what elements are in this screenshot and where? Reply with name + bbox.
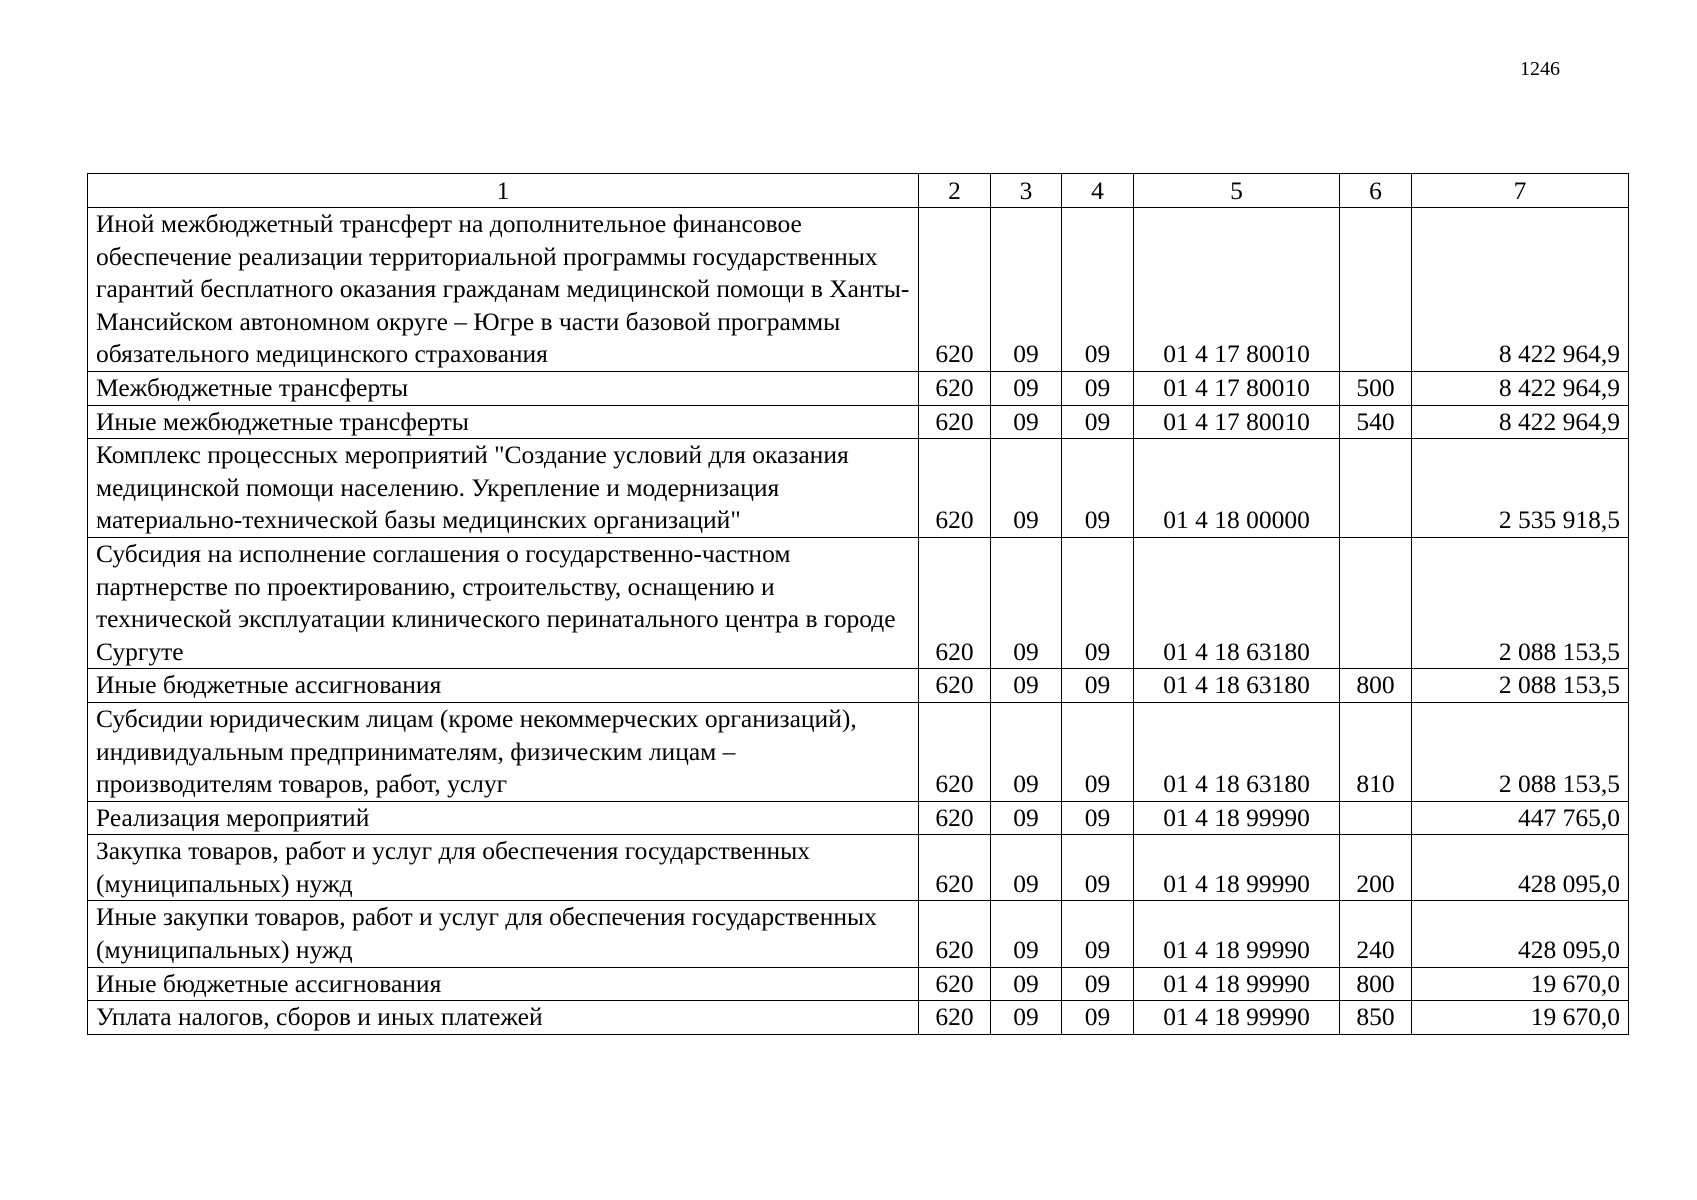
subsection-code-cell: 09 <box>1062 967 1134 1001</box>
expense-type-cell <box>1340 801 1412 835</box>
budget-table <box>87 173 1629 1035</box>
row-name-cell: Комплекс процессных мероприятий "Создание условий для оказания медицинской помощи населению. Укрепление и модернизация материально-технической базы медицинских организаций" <box>88 439 919 538</box>
row-name-cell: Иные межбюджетные трансферты <box>88 405 919 439</box>
target-article-cell: 01 4 17 80010 <box>1134 208 1340 372</box>
ministry-code-cell: 620 <box>919 405 991 439</box>
expense-type-cell: 800 <box>1340 967 1412 1001</box>
subsection-code-cell: 09 <box>1062 835 1134 901</box>
expense-type-cell <box>1340 537 1412 668</box>
column-header: 5 <box>1134 174 1340 208</box>
row-name-cell: Иной межбюджетный трансферт на дополнительное финансовое обеспечение реализации территориальной программы государственных гарантий бесплатного оказания гражданам медицинской помощи в Ханты-Мансийском автономном округе – Югре в части базовой программы обязательного медицинского страхования <box>88 208 919 372</box>
page-number: 1246 <box>1520 58 1560 80</box>
expense-type-cell: 200 <box>1340 835 1412 901</box>
amount-cell: 8 422 964,9 <box>1412 371 1629 405</box>
section-code-cell: 09 <box>991 967 1062 1001</box>
amount-cell: 2 088 153,5 <box>1412 669 1629 703</box>
row-name-cell: Иные бюджетные ассигнования <box>88 967 919 1001</box>
expense-type-cell: 810 <box>1340 702 1412 801</box>
row-name-cell: Реализация мероприятий <box>88 801 919 835</box>
amount-cell: 8 422 964,9 <box>1412 208 1629 372</box>
table-row <box>88 405 1629 439</box>
ministry-code-cell: 620 <box>919 702 991 801</box>
row-name-cell: Межбюджетные трансферты <box>88 371 919 405</box>
target-article-cell: 01 4 18 63180 <box>1134 537 1340 668</box>
ministry-code-cell: 620 <box>919 1001 991 1035</box>
column-header: 1 <box>88 174 919 208</box>
subsection-code-cell: 09 <box>1062 371 1134 405</box>
subsection-code-cell: 09 <box>1062 405 1134 439</box>
table-row <box>88 439 1629 538</box>
ministry-code-cell: 620 <box>919 537 991 668</box>
subsection-code-cell: 09 <box>1062 702 1134 801</box>
amount-cell: 2 088 153,5 <box>1412 702 1629 801</box>
expense-type-cell: 850 <box>1340 1001 1412 1035</box>
amount-cell: 8 422 964,9 <box>1412 405 1629 439</box>
row-name-cell: Субсидия на исполнение соглашения о государственно-частном партнерстве по проектированию, строительству, оснащению и технической эксплуатации клинического перинатального центра в городе Сургуте <box>88 537 919 668</box>
target-article-cell: 01 4 17 80010 <box>1134 405 1340 439</box>
subsection-code-cell: 09 <box>1062 901 1134 967</box>
table-header-row <box>88 174 1629 208</box>
subsection-code-cell: 09 <box>1062 439 1134 538</box>
row-name-cell: Субсидии юридическим лицам (кроме некоммерческих организаций), индивидуальным предпринимателям, физическим лицам – производителям товаров, работ, услуг <box>88 702 919 801</box>
ministry-code-cell: 620 <box>919 208 991 372</box>
subsection-code-cell: 09 <box>1062 669 1134 703</box>
amount-cell: 447 765,0 <box>1412 801 1629 835</box>
section-code-cell: 09 <box>991 439 1062 538</box>
section-code-cell: 09 <box>991 1001 1062 1035</box>
section-code-cell: 09 <box>991 801 1062 835</box>
table-row <box>88 835 1629 901</box>
table-row <box>88 967 1629 1001</box>
column-header: 6 <box>1340 174 1412 208</box>
row-name-cell: Иные закупки товаров, работ и услуг для обеспечения государственных (муниципальных) нужд <box>88 901 919 967</box>
subsection-code-cell: 09 <box>1062 208 1134 372</box>
section-code-cell: 09 <box>991 835 1062 901</box>
ministry-code-cell: 620 <box>919 967 991 1001</box>
amount-cell: 19 670,0 <box>1412 967 1629 1001</box>
target-article-cell: 01 4 18 99990 <box>1134 801 1340 835</box>
expense-type-cell: 240 <box>1340 901 1412 967</box>
subsection-code-cell: 09 <box>1062 801 1134 835</box>
section-code-cell: 09 <box>991 405 1062 439</box>
table-row <box>88 1001 1629 1035</box>
table-row <box>88 537 1629 668</box>
section-code-cell: 09 <box>991 901 1062 967</box>
section-code-cell: 09 <box>991 208 1062 372</box>
amount-cell: 428 095,0 <box>1412 835 1629 901</box>
row-name-cell: Уплата налогов, сборов и иных платежей <box>88 1001 919 1035</box>
table-row <box>88 208 1629 372</box>
table-row <box>88 702 1629 801</box>
column-header: 4 <box>1062 174 1134 208</box>
subsection-code-cell: 09 <box>1062 537 1134 668</box>
ministry-code-cell: 620 <box>919 669 991 703</box>
ministry-code-cell: 620 <box>919 835 991 901</box>
target-article-cell: 01 4 18 99990 <box>1134 1001 1340 1035</box>
target-article-cell: 01 4 18 00000 <box>1134 439 1340 538</box>
ministry-code-cell: 620 <box>919 371 991 405</box>
ministry-code-cell: 620 <box>919 901 991 967</box>
target-article-cell: 01 4 18 63180 <box>1134 702 1340 801</box>
ministry-code-cell: 620 <box>919 801 991 835</box>
amount-cell: 2 088 153,5 <box>1412 537 1629 668</box>
target-article-cell: 01 4 18 99990 <box>1134 835 1340 901</box>
section-code-cell: 09 <box>991 371 1062 405</box>
column-header: 3 <box>991 174 1062 208</box>
ministry-code-cell: 620 <box>919 439 991 538</box>
section-code-cell: 09 <box>991 702 1062 801</box>
target-article-cell: 01 4 18 99990 <box>1134 967 1340 1001</box>
section-code-cell: 09 <box>991 537 1062 668</box>
column-header: 2 <box>919 174 991 208</box>
expense-type-cell: 800 <box>1340 669 1412 703</box>
table-row <box>88 669 1629 703</box>
expense-type-cell <box>1340 439 1412 538</box>
table-row <box>88 901 1629 967</box>
amount-cell: 19 670,0 <box>1412 1001 1629 1035</box>
expense-type-cell <box>1340 208 1412 372</box>
column-header: 7 <box>1412 174 1629 208</box>
subsection-code-cell: 09 <box>1062 1001 1134 1035</box>
section-code-cell: 09 <box>991 669 1062 703</box>
table-row <box>88 801 1629 835</box>
expense-type-cell: 500 <box>1340 371 1412 405</box>
amount-cell: 2 535 918,5 <box>1412 439 1629 538</box>
target-article-cell: 01 4 18 63180 <box>1134 669 1340 703</box>
row-name-cell: Закупка товаров, работ и услуг для обеспечения государственных (муниципальных) нужд <box>88 835 919 901</box>
table-row <box>88 371 1629 405</box>
amount-cell: 428 095,0 <box>1412 901 1629 967</box>
target-article-cell: 01 4 17 80010 <box>1134 371 1340 405</box>
expense-type-cell: 540 <box>1340 405 1412 439</box>
target-article-cell: 01 4 18 99990 <box>1134 901 1340 967</box>
row-name-cell: Иные бюджетные ассигнования <box>88 669 919 703</box>
